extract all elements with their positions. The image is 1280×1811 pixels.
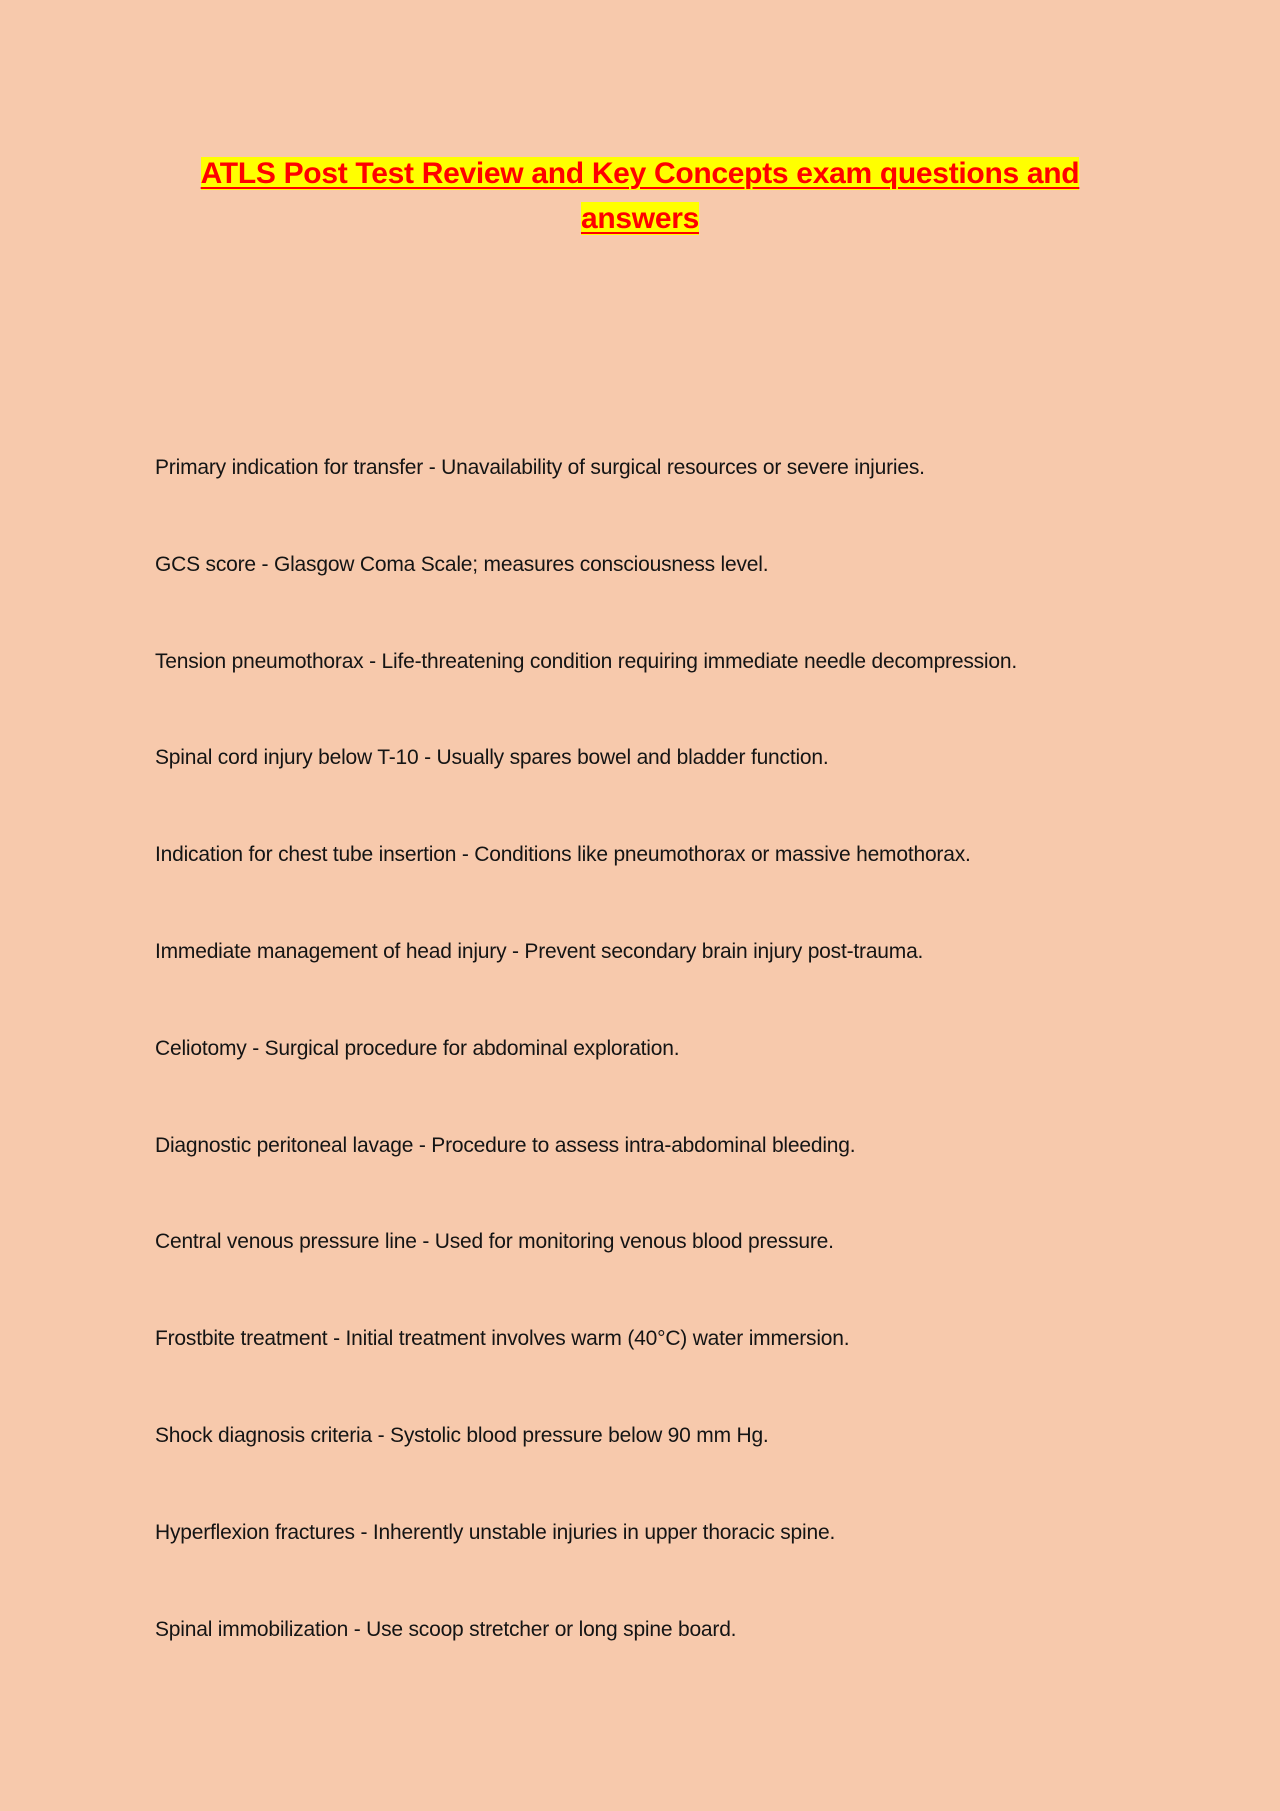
- qa-list: [155, 452, 1155, 1710]
- qa-entry-frostbite: Frostbite treatment - Initial treatment involves warm (40°C) water immersion.: [155, 1327, 850, 1351]
- qa-entry-head-injury: Immediate management of head injury - Prevent secondary brain injury post-trauma.: [155, 939, 924, 963]
- qa-entry-peritoneal-lavage: Diagnostic peritoneal lavage - Procedure to assess intra-abdominal bleeding.: [155, 1133, 856, 1157]
- qa-entry-transfer: Primary indication for transfer - Unavailability of surgical resources or severe injuries.: [155, 456, 925, 479]
- qa-entry-shock-criteria: Shock diagnosis criteria - Systolic blood pressure below 90 mm Hg.: [155, 1423, 769, 1447]
- qa-entry-celiotomy: Celiotomy - Surgical procedure for abdominal exploration.: [155, 1036, 680, 1060]
- title-block: [155, 151, 1125, 241]
- qa-entry-chest-tube: Indication for chest tube insertion - Conditions like pneumothorax or massive hemothorax.: [155, 843, 971, 867]
- qa-entry-cvp-line: Central venous pressure line - Used for monitoring venous blood pressure.: [155, 1230, 834, 1254]
- qa-entry-spinal-immobilization: Spinal immobilization - Use scoop stretcher or long spine board.: [155, 1617, 737, 1641]
- document-title: ATLS Post Test Review and Key Concepts exam questions and answers: [200, 157, 1080, 235]
- qa-entry-tension-pneumothorax: Tension pneumothorax - Life-threatening condition requiring immediate needle decompression.: [155, 649, 1017, 673]
- qa-entry-spinal-cord-injury: Spinal cord injury below T-10 - Usually spares bowel and bladder function.: [155, 746, 829, 770]
- qa-entry-hyperflexion: Hyperflexion fractures - Inherently unstable injuries in upper thoracic spine.: [155, 1520, 836, 1544]
- qa-entry-gcs: GCS score - Glasgow Coma Scale; measures consciousness level.: [155, 552, 769, 576]
